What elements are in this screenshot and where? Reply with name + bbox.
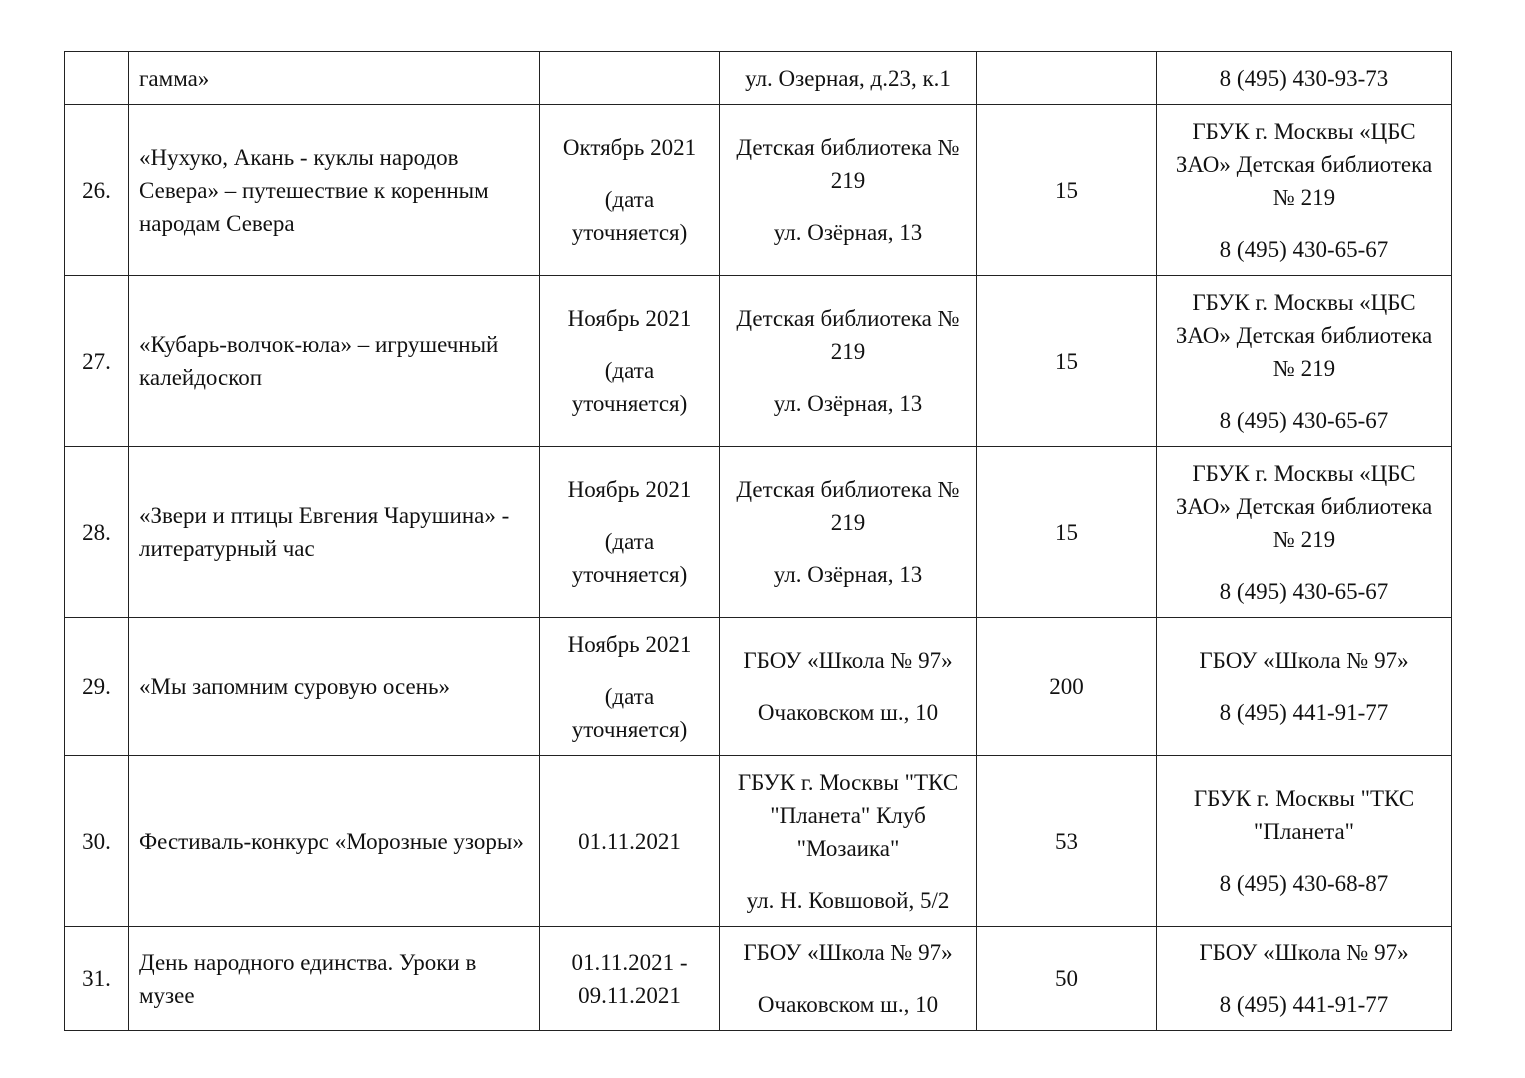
event-place: ГБУК г. Москвы "ТКС "Планета" Клуб "Мозаика" [737,769,959,861]
event-date-cell [540,927,720,1031]
event-date-cell [540,276,720,447]
event-address: Очаковском ш., 10 [757,700,939,725]
participant-count: 15 [1055,177,1078,203]
event-date-note: (дата уточняется) [571,683,688,742]
participant-count-cell [977,105,1157,276]
event-address: Очаковском ш., 10 [757,992,939,1017]
event-date-cell [540,52,720,105]
event-title-cell [129,927,540,1031]
organizer-name: ГБУК г. Москвы "ТКС "Планета" [1193,786,1415,844]
event-title: гамма» [139,65,210,91]
event-title: «Звери и птицы Евгения Чарушина» - литературный час [139,503,510,561]
event-date: 01.11.2021 - 09.11.2021 [571,949,688,1008]
participant-count: 50 [1055,966,1078,991]
events-table [64,51,1452,1031]
row-number: 30. [82,828,111,854]
row-number: 27. [82,348,111,374]
table-row [65,52,1452,105]
events-table-body [65,52,1452,1031]
table-row [65,105,1452,276]
event-title: «Нухуко, Акань - куклы народов Севера» – путешествие к коренным народам Севера [139,144,489,236]
organizer-cell [1157,756,1452,927]
event-date-note: (дата уточняется) [571,187,688,245]
organizer-phone: 8 (495) 430-93-73 [1219,65,1389,91]
event-title-cell [129,447,540,618]
event-place-cell [720,618,977,756]
table-row [65,756,1452,927]
event-place: ГБОУ «Школа № 97» [743,648,953,673]
row-number-cell [65,447,129,618]
event-date-cell [540,447,720,618]
organizer-phone: 8 (495) 430-65-67 [1219,578,1389,604]
organizer-cell [1157,105,1452,276]
participant-count-cell [977,447,1157,618]
event-title-cell [129,756,540,927]
event-date: Ноябрь 2021 [567,631,692,657]
participant-count: 15 [1055,519,1078,545]
event-title-cell [129,105,540,276]
organizer-cell [1157,276,1452,447]
event-title-cell [129,52,540,105]
event-place-cell [720,756,977,927]
organizer-phone: 8 (495) 430-68-87 [1219,871,1389,896]
event-address: ул. Н. Ковшовой, 5/2 [746,887,950,913]
row-number: 31. [82,966,111,991]
event-date: Ноябрь 2021 [567,477,692,502]
table-row [65,276,1452,447]
event-title-cell [129,618,540,756]
row-number-cell [65,105,129,276]
table-row [65,927,1452,1031]
organizer-name: ГБУК г. Москвы «ЦБС ЗАО» Детская библиотека № 219 [1175,289,1433,381]
event-address: ул. Озёрная, 13 [773,391,923,416]
event-title: Фестиваль-конкурс «Морозные узоры» [139,828,524,854]
row-number: 29. [82,674,111,699]
event-place-cell [720,927,977,1031]
organizer-cell [1157,927,1452,1031]
row-number-cell [65,276,129,447]
row-number: 28. [82,519,111,545]
participant-count: 15 [1055,348,1078,374]
event-place: ГБОУ «Школа № 97» [743,940,953,965]
event-place: Детская библиотека № 219 [736,306,960,364]
event-place: Детская библиотека № 219 [736,135,960,193]
event-address: ул. Озёрная, 13 [773,562,923,587]
event-place-cell [720,52,977,105]
event-place: ул. Озерная, д.23, к.1 [745,65,951,91]
event-address: ул. Озёрная, 13 [773,220,923,245]
event-date: 01.11.2021 [578,828,681,854]
event-place-cell [720,105,977,276]
organizer-phone: 8 (495) 441-91-77 [1219,992,1389,1017]
event-date: Ноябрь 2021 [567,306,692,331]
organizer-cell [1157,52,1452,105]
organizer-name: ГБОУ «Школа № 97» [1199,648,1409,673]
organizer-name: ГБУК г. Москвы «ЦБС ЗАО» Детская библиотека № 219 [1175,460,1433,552]
event-place-cell [720,447,977,618]
participant-count-cell [977,927,1157,1031]
event-date-cell [540,618,720,756]
organizer-name: ГБОУ «Школа № 97» [1199,940,1409,965]
row-number: 26. [82,177,111,203]
event-title: День народного единства. Уроки в музее [139,949,477,1008]
participant-count-cell [977,276,1157,447]
organizer-phone: 8 (495) 430-65-67 [1219,236,1389,262]
event-place: Детская библиотека № 219 [736,477,960,535]
event-place-cell [720,276,977,447]
organizer-cell [1157,447,1452,618]
event-date: Октябрь 2021 [562,135,697,160]
participant-count: 53 [1055,828,1078,854]
event-date-note: (дата уточняется) [571,358,688,416]
participant-count-cell [977,618,1157,756]
organizer-name: ГБУК г. Москвы «ЦБС ЗАО» Детская библиотека № 219 [1175,118,1433,210]
participant-count-cell [977,756,1157,927]
event-title: «Мы запомним суровую осень» [139,674,450,699]
row-number-cell [65,756,129,927]
event-date-note: (дата уточняется) [571,529,688,587]
row-number-cell [65,52,129,105]
table-row [65,447,1452,618]
participant-count: 200 [1049,674,1084,699]
event-date-cell [540,105,720,276]
event-title: «Кубарь-волчок-юла» – игрушечный калейдоскоп [139,332,499,390]
table-row [65,618,1452,756]
event-date-cell [540,756,720,927]
organizer-phone: 8 (495) 430-65-67 [1219,407,1389,433]
organizer-cell [1157,618,1452,756]
participant-count-cell [977,52,1157,105]
event-title-cell [129,276,540,447]
row-number-cell [65,927,129,1031]
organizer-phone: 8 (495) 441-91-77 [1219,700,1389,725]
row-number-cell [65,618,129,756]
